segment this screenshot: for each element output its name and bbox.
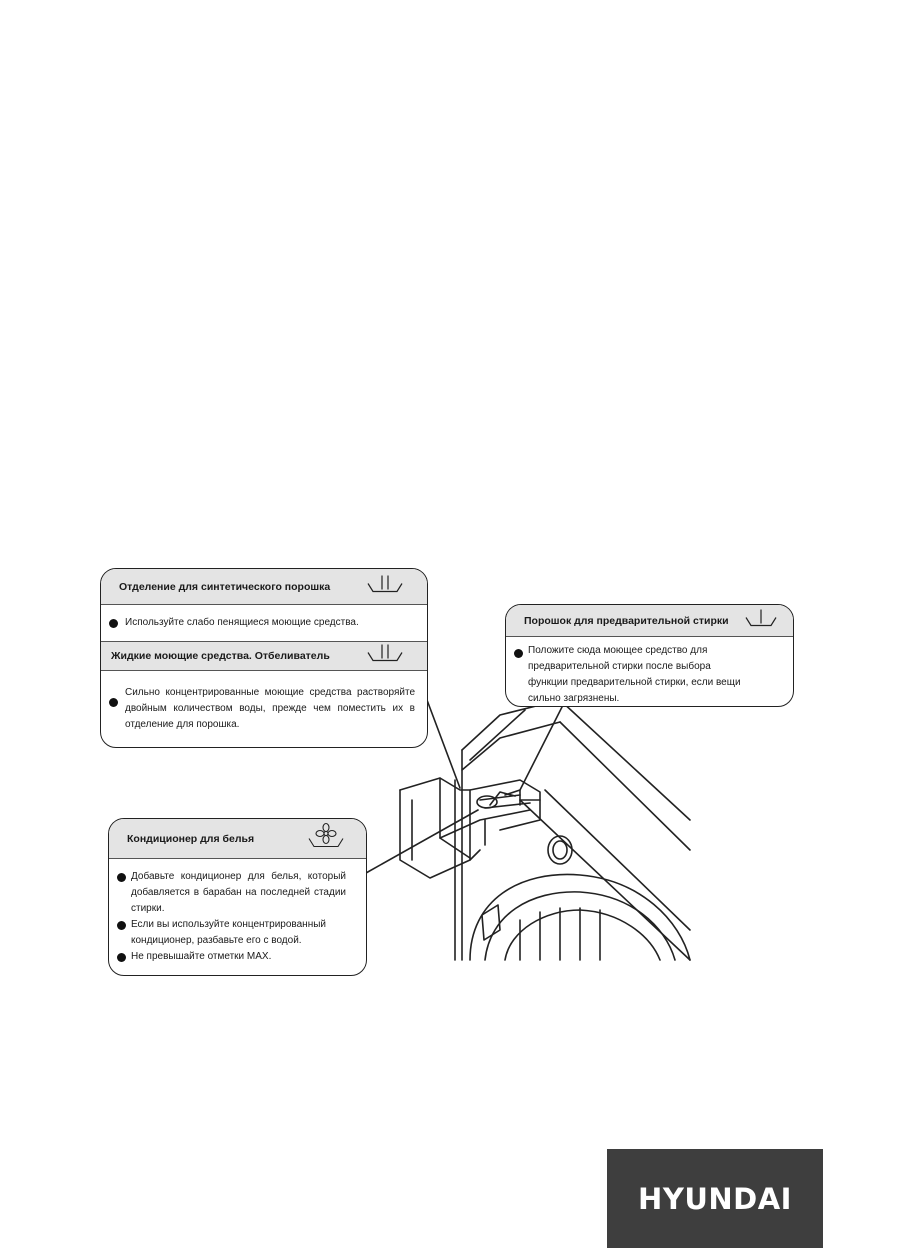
hyundai-logo xyxy=(607,1149,823,1248)
bullet-icon xyxy=(109,619,118,628)
softener-item-text: Не превышайте отметки МАХ. xyxy=(131,951,272,962)
prewash-powder-callout xyxy=(505,604,794,707)
fabric-softener-callout xyxy=(108,818,367,976)
bullet-icon xyxy=(117,873,126,882)
synthetic-powder-title: Отделение для синтетического порошка xyxy=(119,580,331,593)
liquid-detergent-body xyxy=(101,671,427,747)
prewash-compartment-icon xyxy=(743,607,779,634)
bullet-icon xyxy=(514,649,523,658)
softener-item-text: Если вы используйте концентрированный кондиционер, разбавьте его с водой. xyxy=(131,919,326,946)
prewash-powder-header xyxy=(506,605,793,637)
bullet-icon xyxy=(117,953,126,962)
synthetic-powder-header xyxy=(101,569,427,605)
synthetic-powder-body xyxy=(101,605,427,641)
fabric-softener-title: Кондиционер для белья xyxy=(127,832,255,845)
brand-name: HYUNDAI xyxy=(638,1181,792,1216)
prewash-powder-text: Положите сюда моющее средство для предварительной стирки после выбора функции предварительной стирки, если вещи сильно загрязнены. xyxy=(528,645,741,704)
detergent-compartment-icon xyxy=(365,643,405,670)
detergent-compartment-icon xyxy=(365,573,405,600)
synthetic-powder-text: Используйте слабо пенящиеся моющие средства. xyxy=(125,617,359,628)
list-item xyxy=(109,917,366,949)
list-item xyxy=(109,869,366,917)
fabric-softener-body xyxy=(109,859,366,965)
synthetic-powder-callout xyxy=(100,568,428,748)
liquid-detergent-header xyxy=(101,641,427,671)
bullet-icon xyxy=(109,698,118,707)
liquid-detergent-text: Сильно концентрированные моющие средства растворяйте двойным количеством воды, прежде чем поместить их в отделение для порошка. xyxy=(125,687,415,730)
bullet-icon xyxy=(117,921,126,930)
list-item xyxy=(109,949,366,965)
fabric-softener-header xyxy=(109,819,366,859)
prewash-powder-title: Порошок для предварительной стирки xyxy=(524,614,729,627)
liquid-detergent-title: Жидкие моющие средства. Отбеливатель xyxy=(111,650,330,662)
softener-item-text: Добавьте кондиционер для белья, который добавляется в барабан на последней стадии стирки. xyxy=(131,871,346,914)
flower-softener-icon xyxy=(306,822,346,855)
